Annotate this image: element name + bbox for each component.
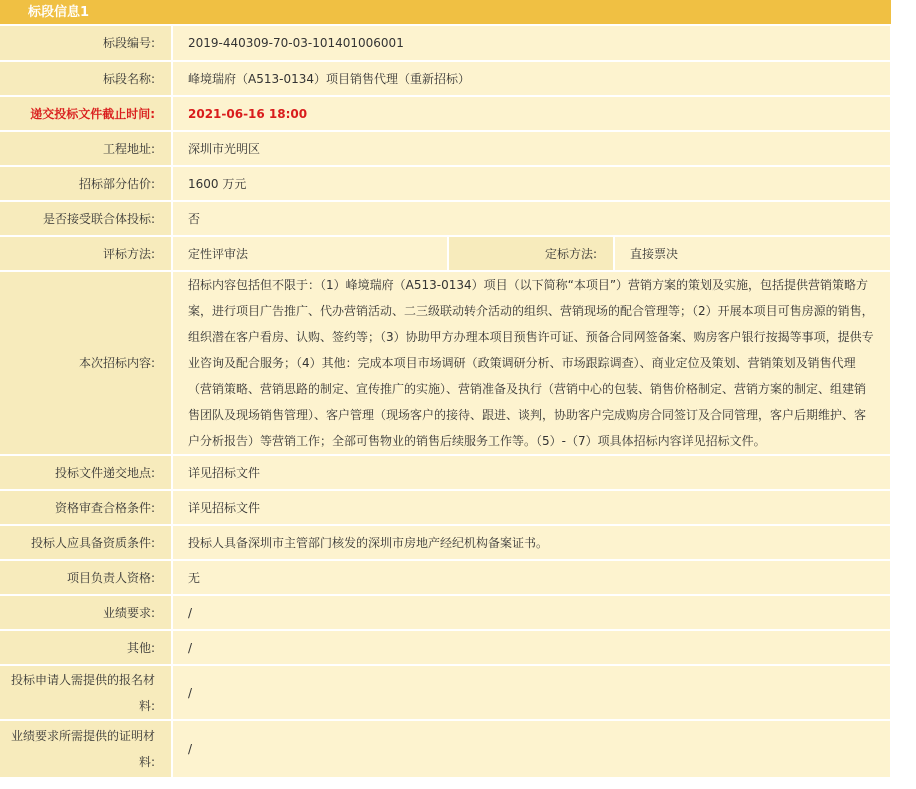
field-value: 直接票决 (614, 236, 891, 271)
field-value: 1600 万元 (172, 166, 891, 201)
table-row (0, 166, 891, 201)
field-label: 投标人应具备资质条件: (0, 525, 172, 560)
table-row (0, 630, 891, 665)
table-row (0, 61, 891, 96)
field-value: 投标人具备深圳市主管部门核发的深圳市房地产经纪机构备案证书。 (172, 525, 891, 560)
field-label: 资格审查合格条件: (0, 490, 172, 525)
table-row (0, 595, 891, 630)
field-label: 投标文件递交地点: (0, 455, 172, 490)
field-value: / (172, 630, 891, 665)
field-value: 无 (172, 560, 891, 595)
table-row (0, 26, 891, 61)
table-row (0, 455, 891, 490)
field-label: 是否接受联合体投标: (0, 201, 172, 236)
field-label: 定标方法: (448, 236, 614, 271)
field-value: 定性评审法 (172, 236, 448, 271)
panel-title: 标段信息1 (0, 0, 891, 26)
table-row (0, 96, 891, 131)
table-row (0, 490, 891, 525)
table-row (0, 720, 891, 778)
table-row (0, 560, 891, 595)
field-value: 否 (172, 201, 891, 236)
deadline-value: 2021-06-16 18:00 (172, 96, 891, 131)
field-label: 标段编号: (0, 26, 172, 61)
table-row (0, 201, 891, 236)
bid-info-table (0, 26, 892, 779)
field-value: 招标内容包括但不限于：（1）峰境瑞府（A513-0134）项目（以下简称“本项目”）营销方案的策划及实施，包括提供营销策略方案，进行项目广告推广、代办营销活动、二三级联动转介活动的组织、营销现场的配合管理等；（2）开展本项目可售房源的销售，组织潜在客户看房、认购、签约等；（3）协助甲方办理本项目预售许可证、预备合同网签备案、购房客户银行按揭等事项，提供专业咨询及配合服务；（4）其他：完成本项目市场调研（政策调研分析、市场跟踪调查）、商业定位及策划、营销策划及销售代理（营销策略、营销思路的制定、宣传推广的实施）、营销准备及执行（营销中心的包装、销售价格制定、营销方案的制定、组建销售团队及现场销售管理）、客户管理（现场客户的接待、跟进、谈判，协助客户完成购房合同签订及合同管理，客户后期维护、客户分析报告）等营销工作；全部可售物业的销售后续服务工作等。（5）-（7）项具体招标内容详见招标文件。 (172, 271, 891, 455)
field-label: 业绩要求所需提供的证明材料: (0, 720, 172, 778)
field-value: / (172, 665, 891, 720)
field-label: 业绩要求: (0, 595, 172, 630)
field-label: 标段名称: (0, 61, 172, 96)
table-row (0, 665, 891, 720)
field-value: 详见招标文件 (172, 455, 891, 490)
deadline-label: 递交投标文件截止时间: (0, 96, 172, 131)
field-label: 本次招标内容: (0, 271, 172, 455)
field-value: 峰境瑞府（A513-0134）项目销售代理（重新招标） (172, 61, 891, 96)
field-value: 详见招标文件 (172, 490, 891, 525)
field-label: 评标方法: (0, 236, 172, 271)
field-label: 工程地址: (0, 131, 172, 166)
field-label: 其他: (0, 630, 172, 665)
table-row (0, 131, 891, 166)
field-value: 2019-440309-70-03-101401006001 (172, 26, 891, 61)
field-label: 投标申请人需提供的报名材料: (0, 665, 172, 720)
field-value: / (172, 595, 891, 630)
field-value: 深圳市光明区 (172, 131, 891, 166)
field-label: 招标部分估价: (0, 166, 172, 201)
table-row (0, 271, 891, 455)
table-row (0, 525, 891, 560)
field-value: / (172, 720, 891, 778)
field-label: 项目负责人资格: (0, 560, 172, 595)
table-row (0, 236, 891, 271)
